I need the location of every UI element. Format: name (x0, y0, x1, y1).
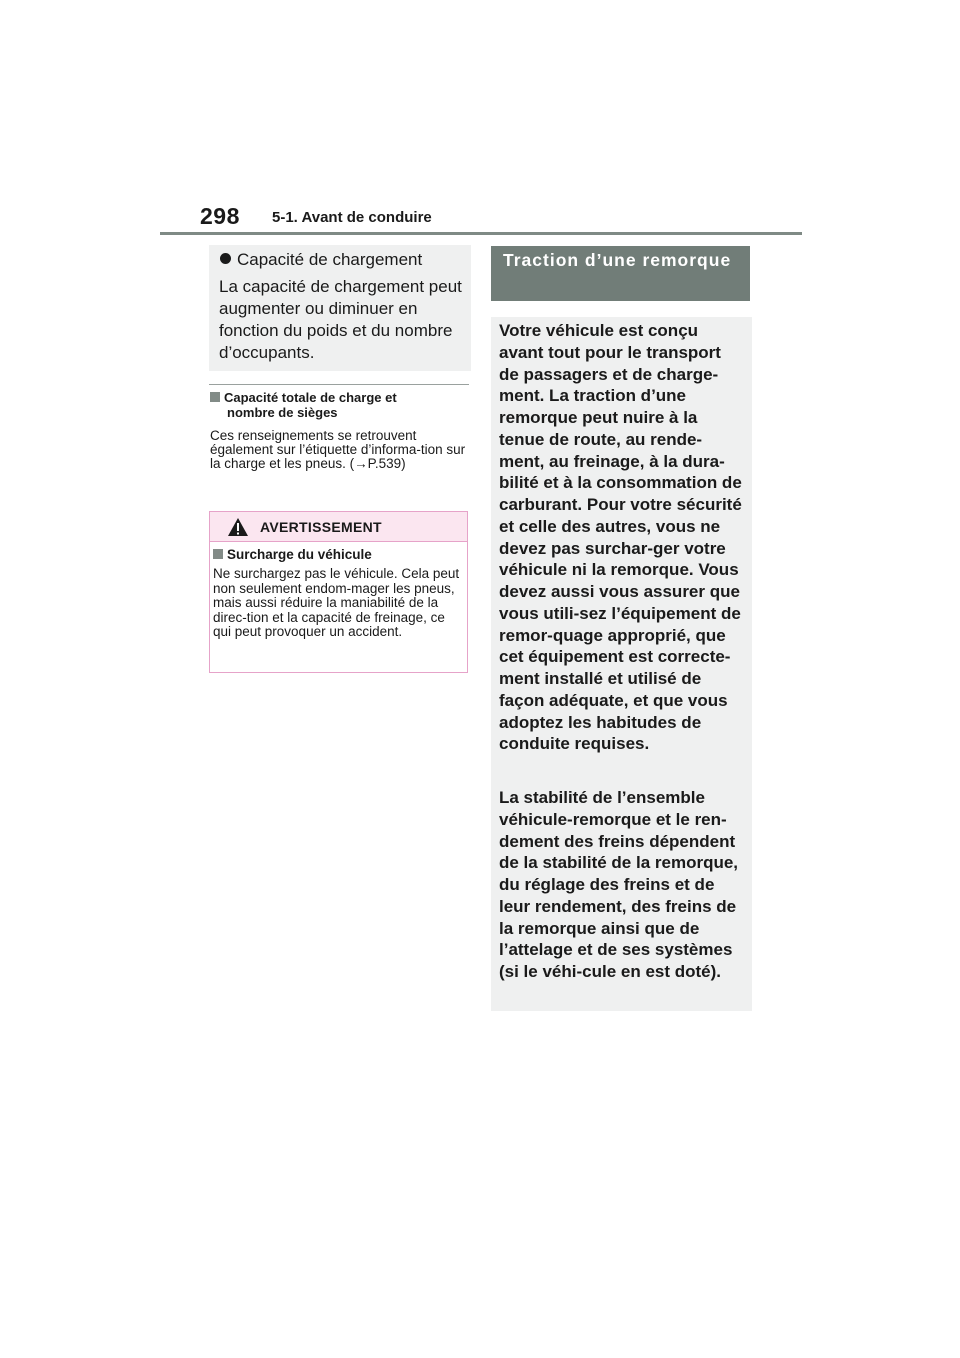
warning-subheading-label: Surcharge du véhicule (227, 547, 372, 562)
warning-title: AVERTISSEMENT (260, 519, 382, 535)
warning-subheading (213, 547, 372, 562)
subsection-rule (209, 384, 469, 385)
square-marker-icon (213, 549, 223, 559)
section-title: 5-1. Avant de conduire (272, 209, 432, 226)
subsection-body: Ces renseignements se retrouvent également sur l’étiquette d’informa-tion sur la charge et les pneus. (→P.539) (210, 428, 466, 471)
subsection-heading (210, 390, 470, 420)
towing-paragraph-2: La stabilité de l’ensemble véhicule-remorque et le ren-dement des freins dépendent de la stabilité de la remorque, du réglage des freins et de leur rendement, des freins de la remorque ainsi que de l’attelage et de ses systèmes (si le véhi-cule en est doté). (499, 788, 739, 981)
warning-triangle-icon (227, 517, 249, 537)
bullet-label: Capacité de chargement (237, 250, 423, 269)
header-rule (160, 232, 802, 235)
section-header-towing (491, 246, 750, 301)
warning-text: Ne surchargez pas le véhicule. Cela peut non seulement endom-mager les pneus, mais aussi réduire la maniabilité de la direc-tion et la capacité de freinage, ce qui peut provoquer un accident. (213, 566, 460, 639)
warning-header (210, 512, 467, 542)
page-number: 298 (200, 203, 240, 229)
towing-paragraph-1: Votre véhicule est conçu avant tout pour le transport de passagers et de charge-ment. La traction d’une remorque peut nuire à la tenue de route, au rende-ment, au freinage, à la dura-bilité et à la consommation de carburant. Pour votre sécurité et celle des autres, vous ne devez pas surchar-ger votre véhicule ni la remorque. Vous devez aussi vous assurer que vous utili-sez l’équipement de remor-quage approprié, que cet équipement est correcte-ment installé et utilisé de façon adéquate, et que vous adoptez les habitudes de conduite requises. (499, 321, 742, 754)
info-box-capacity (209, 245, 471, 371)
bullet-item (220, 249, 422, 271)
warning-box (209, 511, 468, 673)
subsection-heading-line1: Capacité totale de charge et (224, 390, 397, 405)
subsection-heading-line2: nombre de sièges (227, 405, 338, 420)
square-marker-icon (210, 392, 220, 402)
info-box-towing (491, 317, 752, 1011)
info-box-text: La capacité de chargement peut augmenter ou diminuer en fonction du poids et du nombre d’occupants. (219, 277, 462, 362)
bullet-icon (220, 253, 231, 264)
section-header-title: Traction d’une remorque (503, 250, 732, 270)
